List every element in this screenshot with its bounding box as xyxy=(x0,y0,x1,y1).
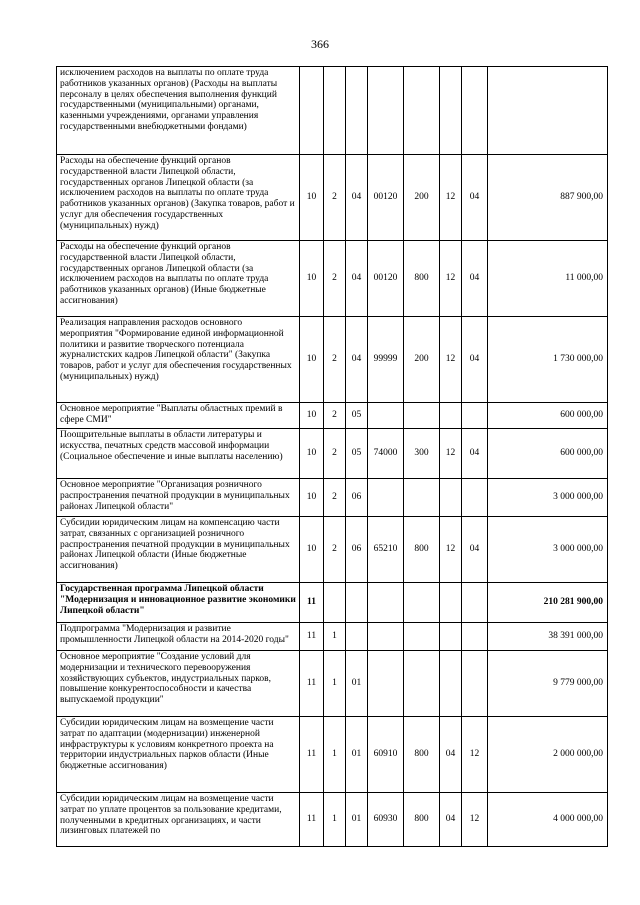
subsection-cell xyxy=(462,651,488,717)
direction-code-cell: 00120 xyxy=(368,241,404,317)
subprogram-code-cell: 1 xyxy=(324,793,346,847)
amount-cell: 600 000,00 xyxy=(488,429,608,479)
subprogram-code-cell: 2 xyxy=(324,479,346,517)
direction-code-cell: 60910 xyxy=(368,717,404,793)
activity-code-cell: 06 xyxy=(346,517,368,583)
direction-code-cell: 65210 xyxy=(368,517,404,583)
expense-type-cell xyxy=(404,583,440,623)
direction-code-cell xyxy=(368,67,404,155)
expense-name-cell: Государственная программа Липецкой области "Модернизация и инновационное развитие экономики Липецкой области" xyxy=(57,583,300,623)
table-row xyxy=(57,479,608,517)
subsection-cell: 04 xyxy=(462,241,488,317)
section-cell: 12 xyxy=(440,155,462,241)
expense-type-cell xyxy=(404,479,440,517)
expense-type-cell: 800 xyxy=(404,717,440,793)
table-row xyxy=(57,717,608,793)
program-code-cell: 10 xyxy=(300,479,324,517)
amount-cell: 4 000 000,00 xyxy=(488,793,608,847)
table-row xyxy=(57,517,608,583)
table-row xyxy=(57,429,608,479)
section-cell xyxy=(440,403,462,429)
subsection-cell: 12 xyxy=(462,793,488,847)
activity-code-cell xyxy=(346,623,368,651)
amount-cell: 38 391 000,00 xyxy=(488,623,608,651)
expense-name-cell: Субсидии юридическим лицам на компенсацию части затрат, связанных с организацией розничного распространения печатной продукции в муниципальных районах Липецкой области (Иные бюджетные ассигнования) xyxy=(57,517,300,583)
subsection-cell xyxy=(462,623,488,651)
activity-code-cell: 05 xyxy=(346,429,368,479)
expense-type-cell xyxy=(404,67,440,155)
budget-table-body xyxy=(57,67,608,847)
program-code-cell xyxy=(300,67,324,155)
subsection-cell: 04 xyxy=(462,517,488,583)
subsection-cell: 04 xyxy=(462,429,488,479)
program-code-cell: 11 xyxy=(300,793,324,847)
activity-code-cell: 04 xyxy=(346,241,368,317)
activity-code-cell: 01 xyxy=(346,717,368,793)
subprogram-code-cell: 2 xyxy=(324,317,346,403)
expense-name-cell: Подпрограмма "Модернизация и развитие промышленности Липецкой области на 2014-2020 годы" xyxy=(57,623,300,651)
subsection-cell xyxy=(462,67,488,155)
table-row xyxy=(57,241,608,317)
expense-type-cell: 300 xyxy=(404,429,440,479)
section-cell xyxy=(440,623,462,651)
page-number: 366 xyxy=(311,37,329,51)
subprogram-code-cell xyxy=(324,583,346,623)
direction-code-cell xyxy=(368,583,404,623)
amount-cell: 3 000 000,00 xyxy=(488,479,608,517)
activity-code-cell xyxy=(346,583,368,623)
section-cell xyxy=(440,479,462,517)
subsection-cell: 12 xyxy=(462,717,488,793)
expense-name-cell: исключением расходов на выплаты по оплате труда работников указанных органов) (Расходы на выплаты персоналу в целях обеспечения выполнения функций государственными (муниципальными) органами, казенными учреждениями, органами управления государственными внебюджетными фондами) xyxy=(57,67,300,155)
expense-type-cell: 200 xyxy=(404,155,440,241)
section-cell xyxy=(440,651,462,717)
subprogram-code-cell: 2 xyxy=(324,241,346,317)
direction-code-cell: 74000 xyxy=(368,429,404,479)
program-code-cell: 11 xyxy=(300,717,324,793)
subsection-cell xyxy=(462,479,488,517)
amount-cell xyxy=(488,67,608,155)
program-code-cell: 10 xyxy=(300,517,324,583)
amount-cell: 887 900,00 xyxy=(488,155,608,241)
expense-type-cell xyxy=(404,403,440,429)
expense-type-cell: 800 xyxy=(404,517,440,583)
table-row xyxy=(57,317,608,403)
program-code-cell: 10 xyxy=(300,317,324,403)
subprogram-code-cell: 1 xyxy=(324,651,346,717)
program-code-cell: 11 xyxy=(300,623,324,651)
subsection-cell: 04 xyxy=(462,155,488,241)
subprogram-code-cell: 1 xyxy=(324,623,346,651)
direction-code-cell xyxy=(368,403,404,429)
amount-cell: 600 000,00 xyxy=(488,403,608,429)
program-code-cell: 10 xyxy=(300,155,324,241)
amount-cell: 11 000,00 xyxy=(488,241,608,317)
activity-code-cell: 01 xyxy=(346,651,368,717)
table-row xyxy=(57,67,608,155)
expense-name-cell: Расходы на обеспечение функций органов государственной власти Липецкой области, государственных органов Липецкой области (за исключением расходов на выплаты по оплате труда работников указанных органов) (Иные бюджетные ассигнования) xyxy=(57,241,300,317)
expense-type-cell: 200 xyxy=(404,317,440,403)
amount-cell: 1 730 000,00 xyxy=(488,317,608,403)
section-cell: 12 xyxy=(440,429,462,479)
table-row xyxy=(57,403,608,429)
activity-code-cell: 04 xyxy=(346,155,368,241)
subsection-cell xyxy=(462,403,488,429)
subprogram-code-cell: 2 xyxy=(324,517,346,583)
expense-name-cell: Поощрительные выплаты в области литературы и искусства, печатных средств массовой информации (Социальное обеспечение и иные выплаты населению) xyxy=(57,429,300,479)
expense-name-cell: Субсидии юридическим лицам на возмещение части затрат по уплате процентов за пользование кредитами, полученными в кредитных организациях, и части лизинговых платежей по xyxy=(57,793,300,847)
section-cell: 04 xyxy=(440,793,462,847)
section-cell: 12 xyxy=(440,517,462,583)
table-row xyxy=(57,155,608,241)
table-row xyxy=(57,651,608,717)
direction-code-cell xyxy=(368,479,404,517)
direction-code-cell: 99999 xyxy=(368,317,404,403)
activity-code-cell: 04 xyxy=(346,317,368,403)
expense-name-cell: Основное мероприятие "Выплаты областных премий в сфере СМИ" xyxy=(57,403,300,429)
direction-code-cell: 60930 xyxy=(368,793,404,847)
direction-code-cell: 00120 xyxy=(368,155,404,241)
section-cell: 12 xyxy=(440,317,462,403)
expense-type-cell: 800 xyxy=(404,793,440,847)
amount-cell: 2 000 000,00 xyxy=(488,717,608,793)
amount-cell: 210 281 900,00 xyxy=(488,583,608,623)
section-cell xyxy=(440,67,462,155)
subprogram-code-cell: 1 xyxy=(324,717,346,793)
direction-code-cell xyxy=(368,623,404,651)
amount-cell: 3 000 000,00 xyxy=(488,517,608,583)
subsection-cell: 04 xyxy=(462,317,488,403)
expense-name-cell: Основное мероприятие "Создание условий для модернизации и технического перевооружения хозяйствующих субъектов, индустриальных парков, повышение конкурентоспособности и качества выпускаемой продукции" xyxy=(57,651,300,717)
table-row xyxy=(57,623,608,651)
subprogram-code-cell: 2 xyxy=(324,155,346,241)
section-cell: 04 xyxy=(440,717,462,793)
activity-code-cell: 06 xyxy=(346,479,368,517)
program-code-cell: 10 xyxy=(300,241,324,317)
program-code-cell: 11 xyxy=(300,651,324,717)
expense-name-cell: Основное мероприятие "Организация розничного распространения печатной продукции в муниципальных районах Липецкой области" xyxy=(57,479,300,517)
activity-code-cell xyxy=(346,67,368,155)
budget-table xyxy=(56,66,608,847)
expense-type-cell: 800 xyxy=(404,241,440,317)
amount-cell: 9 779 000,00 xyxy=(488,651,608,717)
subprogram-code-cell: 2 xyxy=(324,403,346,429)
program-code-cell: 10 xyxy=(300,429,324,479)
expense-type-cell xyxy=(404,651,440,717)
subprogram-code-cell xyxy=(324,67,346,155)
expense-name-cell: Реализация направления расходов основного мероприятия "Формирование единой информационной политики и развитие творческого потенциала журналистских кадров Липецкой области" (Закупка товаров, работ и услуг для обеспечения государственных (муниципальных) нужд) xyxy=(57,317,300,403)
expense-type-cell xyxy=(404,623,440,651)
expense-name-cell: Субсидии юридическим лицам на возмещение части затрат по адаптации (модернизации) инженерной инфраструктуры к условиям конкретного проекта на территории индустриальных парков области (Иные бюджетные ассигнования) xyxy=(57,717,300,793)
direction-code-cell xyxy=(368,651,404,717)
table-row xyxy=(57,583,608,623)
expense-name-cell: Расходы на обеспечение функций органов государственной власти Липецкой области, государственных органов Липецкой области (за исключением расходов на выплаты по оплате труда работников указанных органов) (Закупка товаров, работ и услуг для обеспечения государственных (муниципальных) нужд) xyxy=(57,155,300,241)
subsection-cell xyxy=(462,583,488,623)
program-code-cell: 11 xyxy=(300,583,324,623)
table-row xyxy=(57,793,608,847)
activity-code-cell: 01 xyxy=(346,793,368,847)
section-cell: 12 xyxy=(440,241,462,317)
program-code-cell: 10 xyxy=(300,403,324,429)
activity-code-cell: 05 xyxy=(346,403,368,429)
section-cell xyxy=(440,583,462,623)
subprogram-code-cell: 2 xyxy=(324,429,346,479)
